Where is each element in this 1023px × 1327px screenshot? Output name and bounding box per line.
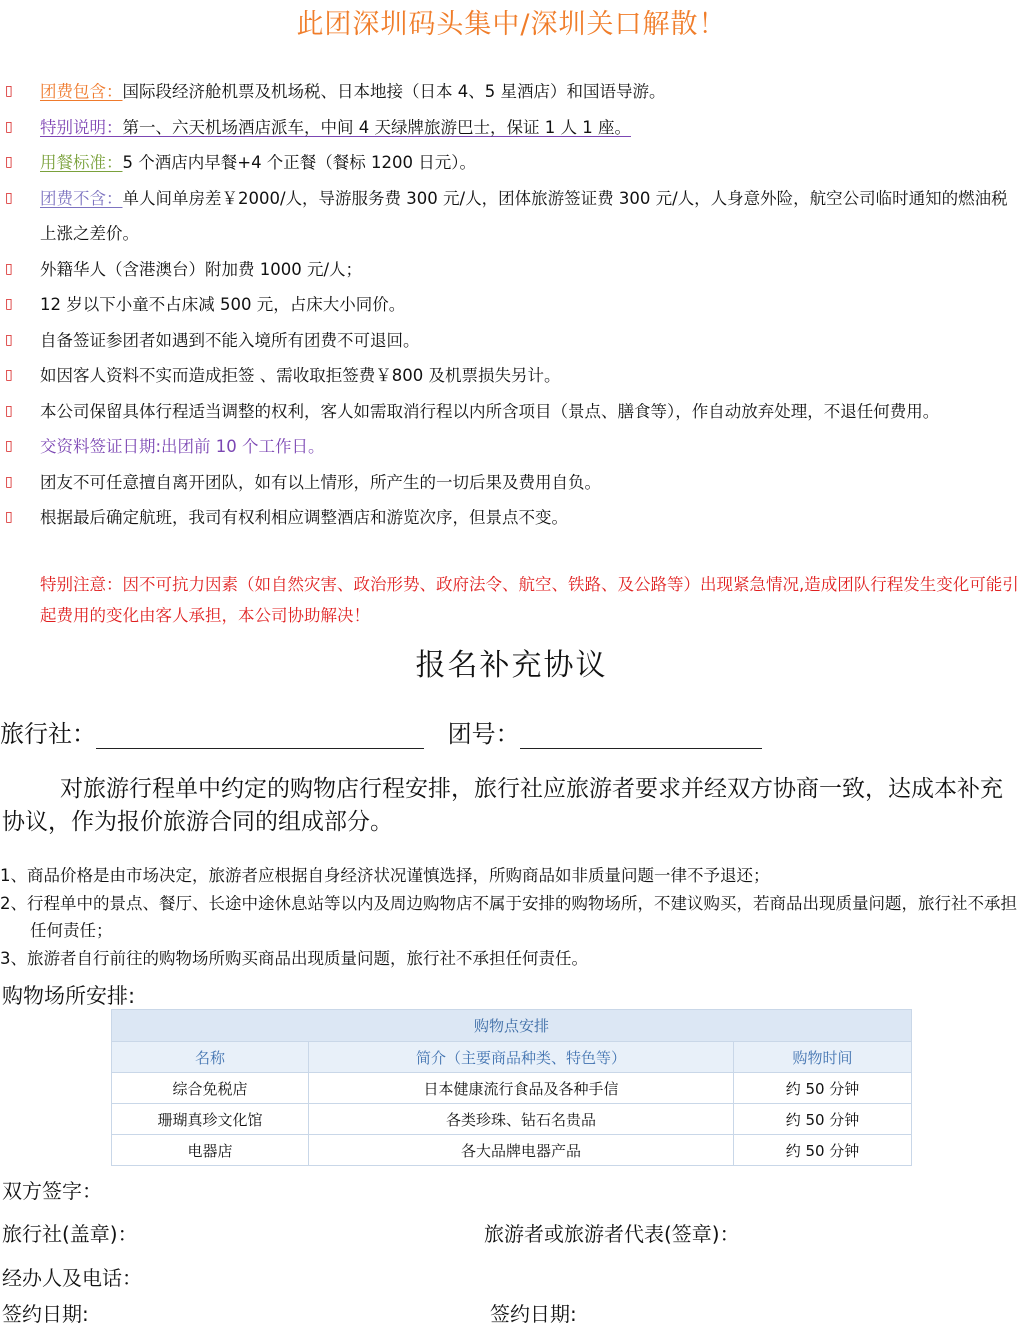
note-text: 国际段经济舱机票及机场税、日本地接（日本 4、5 星酒店）和国语导游。 bbox=[122, 82, 666, 101]
note-fee-include bbox=[0, 74, 1023, 110]
note-label: 特别说明： bbox=[40, 117, 123, 137]
note-self-visa bbox=[0, 323, 1023, 359]
bullet-icon: ▯ bbox=[5, 118, 13, 135]
note-foreign bbox=[0, 252, 1023, 288]
shop-time: 约 50 分钟 bbox=[734, 1073, 912, 1104]
note-no-leave bbox=[0, 465, 1023, 501]
special-notice: 特别注意：因不可抗力因素（如自然灾害、政治形势、政府法令、航空、铁路、及公路等）出现紧急情况,造成团队行程发生变化可能引起费用的变化由客人承担，本公司协助解决！ bbox=[40, 575, 1019, 625]
group-blank[interactable] bbox=[520, 724, 762, 749]
agency-label: 旅行社： bbox=[0, 720, 96, 748]
agreement-clauses bbox=[0, 862, 1023, 972]
table-row bbox=[112, 1104, 912, 1135]
agency-seal-label: 旅行社(盖章)： bbox=[2, 1222, 138, 1246]
agency-blank[interactable] bbox=[96, 724, 424, 749]
table-row bbox=[112, 1073, 912, 1104]
shop-intro: 各类珍珠、钻石名贵品 bbox=[309, 1104, 734, 1135]
bullet-icon: ▯ bbox=[5, 189, 13, 206]
note-flight bbox=[0, 500, 1023, 536]
agreement-title: 报名补充协议 bbox=[415, 648, 608, 683]
note-text: 如因客人资料不实而造成拒签 、需收取拒签费￥800 及机票损失另计。 bbox=[40, 366, 561, 385]
bullet-icon: ▯ bbox=[5, 367, 13, 383]
handler-label: 经办人及电话： bbox=[2, 1266, 142, 1290]
bullet-icon: ▯ bbox=[5, 331, 13, 348]
table-row bbox=[112, 1135, 912, 1166]
note-text: 单人间单房差￥2000/人，导游服务费 300 元/人，团体旅游签证费 300 元/人，人身意外险，航空公司临时通知的燃油税上涨之差价。 bbox=[40, 188, 1008, 243]
note-text: 本公司保留具体行程适当调整的权利，客人如需取消行程以内所含项目（景点、膳食等），作自动放弃处理，不退任何费用。 bbox=[40, 401, 940, 421]
bullet-icon: ▯ bbox=[5, 402, 13, 419]
note-text: 自备签证参团者如遇到不能入境所有团费不可退回。 bbox=[40, 330, 420, 350]
bullet-icon: ▯ bbox=[5, 296, 13, 312]
header-name: 名称 bbox=[112, 1042, 309, 1073]
group-label: 团号： bbox=[447, 720, 520, 748]
note-text: 根据最后确定航班，我司有权利相应调整酒店和游览次序，但景点不变。 bbox=[40, 508, 568, 527]
sign-date-left: 签约日期: bbox=[2, 1302, 89, 1326]
note-text: 外籍华人（含港澳台）附加费 1000 元/人； bbox=[40, 259, 363, 279]
tourist-sign-label: 旅游者或旅游者代表(签章)： bbox=[484, 1222, 740, 1246]
page-title: 此团深圳码头集中/深圳关口解散！ bbox=[296, 9, 727, 40]
header-time: 购物时间 bbox=[734, 1042, 912, 1073]
shop-intro: 各大品牌电器产品 bbox=[309, 1135, 734, 1166]
both-sign-label: 双方签字： bbox=[2, 1179, 102, 1203]
note-text: 交资料签证日期:出团前 10 个工作日。 bbox=[40, 437, 325, 456]
header-intro: 简介（主要商品种类、特色等） bbox=[309, 1042, 734, 1073]
note-text: 12 岁以下小童不占床减 500 元，占床大小同价。 bbox=[40, 295, 406, 314]
note-label: 团费包含： bbox=[40, 82, 123, 101]
clause-item: 3、旅游者自行前往的购物场所购买商品出现质量问题，旅行社不承担任何责任。 bbox=[0, 948, 588, 968]
bullet-icon: ▯ bbox=[5, 473, 13, 490]
note-adjust bbox=[0, 394, 1023, 430]
note-meal bbox=[0, 145, 1023, 181]
note-visa-date bbox=[0, 429, 1023, 465]
note-label: 团费不含： bbox=[40, 188, 123, 208]
clause-item: 1、商品价格是由市场决定，旅游者应根据自身经济状况谨慎选择，所购商品如非质量问题一律不予退还； bbox=[0, 866, 770, 885]
agency-group-row bbox=[0, 714, 762, 749]
sign-date-right: 签约日期: bbox=[490, 1302, 577, 1326]
bullet-icon: ▯ bbox=[5, 260, 13, 277]
note-label: 用餐标准： bbox=[40, 153, 123, 172]
shop-table bbox=[111, 1009, 912, 1166]
notes-list bbox=[0, 74, 1023, 536]
bullet-icon: ▯ bbox=[5, 83, 13, 99]
bullet-icon: ▯ bbox=[5, 438, 13, 454]
agreement-intro: 对旅游行程单中约定的购物店行程安排，旅行社应旅游者要求并经双方协商一致，达成本补充协议，作为报价旅游合同的组成部分。 bbox=[2, 776, 1003, 835]
note-refusal bbox=[0, 358, 1023, 394]
shop-name: 电器店 bbox=[112, 1135, 309, 1166]
note-text: 第一、六天机场酒店派车，中间 4 天绿牌旅游巴士，保证 1 人 1 座。 bbox=[122, 117, 631, 137]
note-fee-exclude bbox=[0, 181, 1023, 252]
shop-arrangement-label: 购物场所安排: bbox=[2, 984, 136, 1008]
shop-name: 珊瑚真珍文化馆 bbox=[112, 1104, 309, 1135]
clause-item: 2、行程单中的景点、餐厅、长途中途休息站等以内及周边购物店不属于安排的购物场所，不建议购买，若商品出现质量问题，旅行社不承担任何责任； bbox=[0, 893, 1017, 940]
shop-time: 约 50 分钟 bbox=[734, 1104, 912, 1135]
note-text: 团友不可任意擅自离开团队，如有以上情形，所产生的一切后果及费用自负。 bbox=[40, 472, 601, 492]
shop-table-caption: 购物点安排 bbox=[112, 1010, 912, 1042]
note-child bbox=[0, 287, 1023, 323]
note-text: 5 个酒店内早餐+4 个正餐（餐标 1200 日元）。 bbox=[122, 153, 477, 172]
note-special-desc bbox=[0, 110, 1023, 146]
bullet-icon: ▯ bbox=[5, 509, 13, 525]
shop-name: 综合免税店 bbox=[112, 1073, 309, 1104]
shop-time: 约 50 分钟 bbox=[734, 1135, 912, 1166]
shop-intro: 日本健康流行食品及各种手信 bbox=[309, 1073, 734, 1104]
bullet-icon: ▯ bbox=[5, 154, 13, 170]
